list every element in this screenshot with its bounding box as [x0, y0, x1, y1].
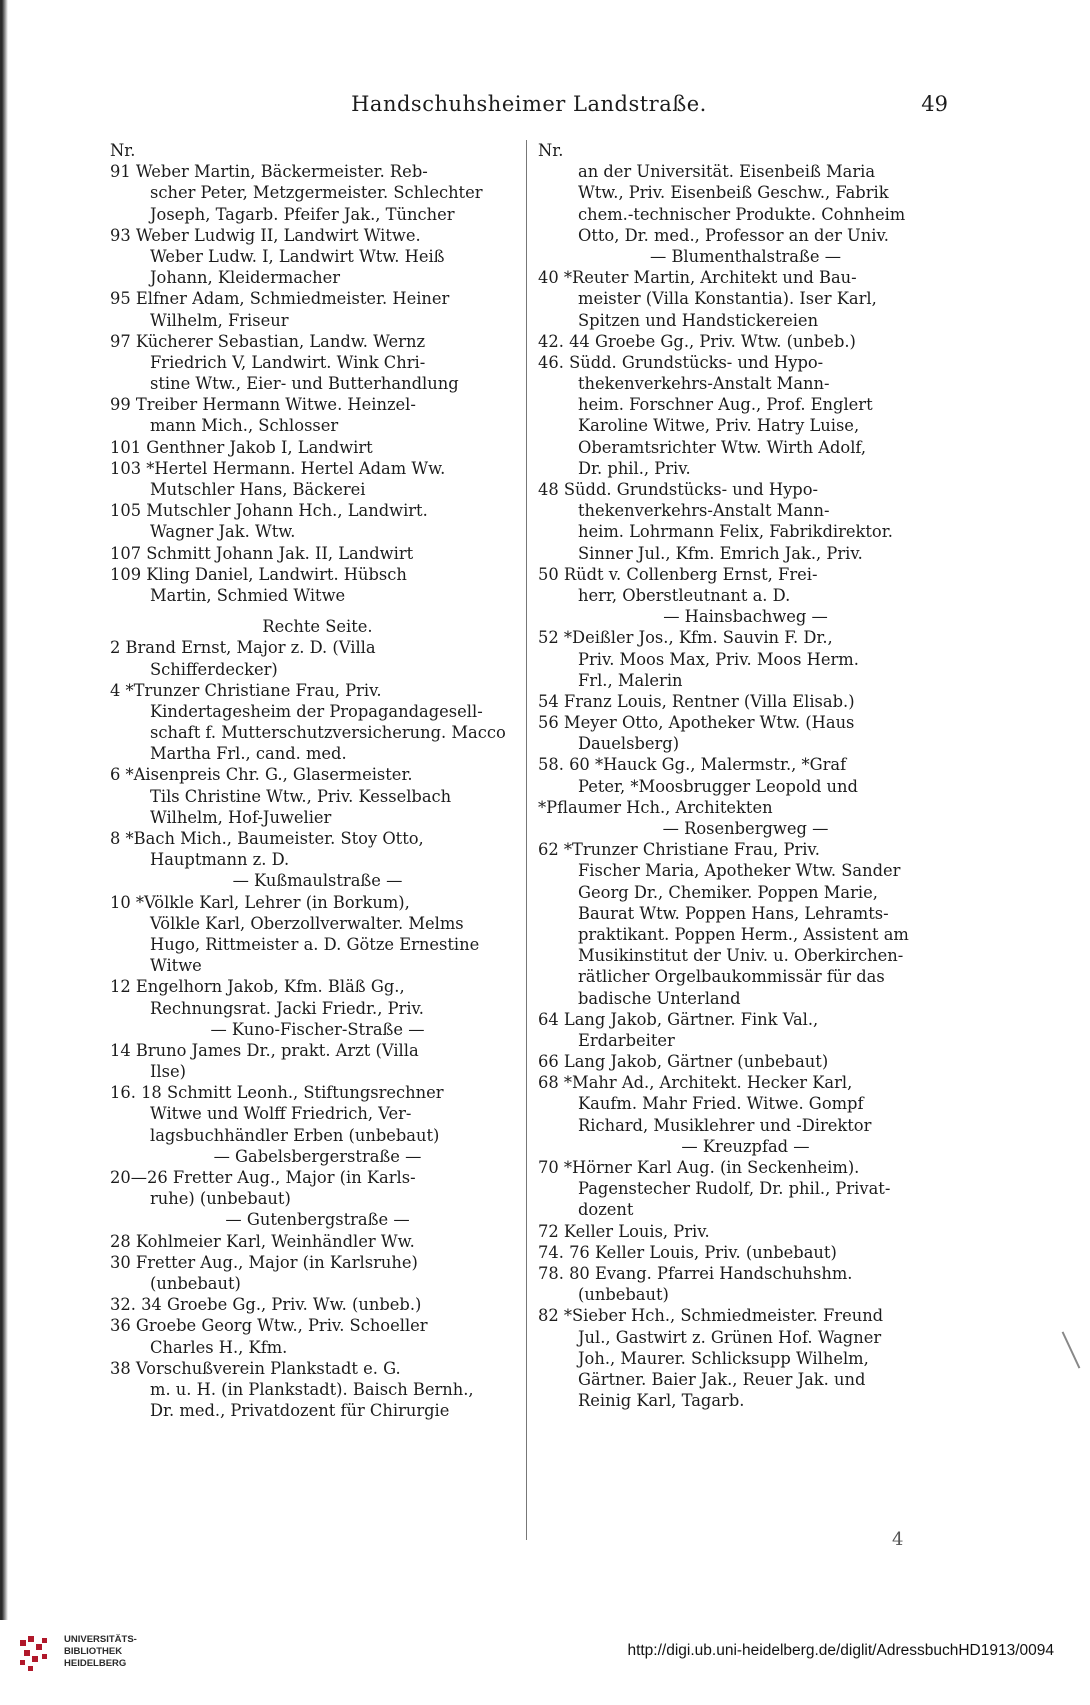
directory-line: Richard, Musiklehrer und -Direktor [578, 1115, 872, 1135]
directory-line: Reinig Karl, Tagarb. [578, 1391, 745, 1411]
section-heading: — Gabelsbergerstraße — [213, 1146, 422, 1166]
directory-line: 64 Lang Jakob, Gärtner. Fink Val., [538, 1009, 819, 1029]
directory-line: 101 Genthner Jakob I, Landwirt [110, 437, 373, 457]
section-heading: — Blumenthalstraße — [650, 246, 841, 266]
directory-line: 74. 76 Keller Louis, Priv. (unbebaut) [538, 1242, 837, 1262]
library-name-line: HEIDELBERG [64, 1658, 127, 1669]
directory-line: schaft f. Mutterschutzversicherung. Macco [150, 723, 506, 743]
page-number: 49 [921, 92, 948, 116]
directory-line: scher Peter, Metzgermeister. Schlechter [150, 183, 483, 203]
line-spacer [110, 606, 525, 616]
directory-line: (unbebaut) [150, 1273, 241, 1293]
directory-line: 82 *Sieber Hch., Schmiedmeister. Freund [538, 1306, 884, 1326]
directory-line: Jul., Gastwirt z. Grünen Hof. Wagner [578, 1327, 882, 1347]
directory-line: 97 Kücherer Sebastian, Landw. Wernz [110, 331, 426, 351]
directory-line: (unbebaut) [578, 1285, 669, 1305]
directory-line: 50 Rüdt v. Collenberg Ernst, Frei- [538, 564, 818, 584]
directory-line: Hauptmann z. D. [150, 850, 290, 870]
section-heading: — Kuno-Fischer-Straße — [210, 1019, 425, 1039]
directory-line: 4 *Trunzer Christiane Frau, Priv. [110, 680, 382, 700]
library-name-line: UNIVERSITÄTS- [64, 1634, 137, 1645]
directory-line: Priv. Moos Max, Priv. Moos Herm. [578, 649, 859, 669]
directory-line: Martha Frl., cand. med. [150, 744, 347, 764]
directory-line: rätlicher Orgelbaukommissär für das [578, 967, 885, 987]
directory-line: Baurat Wtw. Poppen Hans, Lehramts- [578, 903, 889, 923]
directory-line: 14 Bruno James Dr., prakt. Arzt (Villa [110, 1040, 419, 1060]
directory-line: 48 Südd. Grundstücks- und Hypo- [538, 480, 819, 499]
page-header [110, 92, 948, 122]
directory-line: Nr. [538, 141, 564, 160]
directory-line: 66 Lang Jakob, Gärtner (unbebaut) [538, 1052, 829, 1072]
directory-line: *Pflaumer Hch., Architekten [538, 797, 773, 817]
directory-line: lagsbuchhändler Erben (unbebaut) [150, 1125, 440, 1145]
directory-line: mann Mich., Schlosser [150, 416, 339, 436]
directory-line: Völkle Karl, Oberzollverwalter. Melms [150, 913, 464, 933]
directory-line: Hugo, Rittmeister a. D. Götze Ernestine [150, 934, 480, 954]
directory-line: 62 *Trunzer Christiane Frau, Priv. [538, 840, 820, 860]
directory-line: 95 Elfner Adam, Schmiedmeister. Heiner [110, 289, 450, 309]
library-logo-icon [18, 1634, 58, 1674]
directory-line: 109 Kling Daniel, Landwirt. Hübsch [110, 564, 407, 584]
directory-line: Pagenstecher Rudolf, Dr. phil., Privat- [578, 1179, 891, 1199]
directory-line: Nr. [110, 141, 136, 160]
directory-line: Kindertagesheim der Propagandagesell- [150, 701, 483, 721]
directory-line: ruhe) (unbebaut) [150, 1189, 291, 1209]
directory-line: 16. 18 Schmitt Leonh., Stiftungsrechner [110, 1083, 444, 1103]
directory-line: Dr. phil., Priv. [578, 458, 691, 478]
directory-line: meister (Villa Konstantia). Iser Karl, [578, 289, 877, 309]
right-column [538, 140, 953, 1411]
directory-line: Dauelsberg) [578, 734, 680, 754]
directory-line: Peter, *Moosbrugger Leopold und [578, 776, 858, 796]
directory-line: 42. 44 Groebe Gg., Priv. Wtw. (unbeb.) [538, 331, 856, 351]
directory-line: dozent [578, 1200, 634, 1220]
directory-line: 40 *Reuter Martin, Architekt und Bau- [538, 268, 857, 288]
directory-line: an der Universität. Eisenbeiß Maria [578, 162, 876, 182]
directory-line: Erdarbeiter [578, 1030, 675, 1050]
directory-line: Fischer Maria, Apotheker Wtw. Sander [578, 861, 901, 881]
directory-line: 38 Vorschußverein Plankstadt e. G. [110, 1358, 401, 1378]
directory-line: 2 Brand Ernst, Major z. D. (Villa [110, 638, 376, 658]
directory-line: 72 Keller Louis, Priv. [538, 1221, 710, 1241]
directory-line: Wilhelm, Hof-Juwelier [150, 807, 332, 827]
directory-line: Witwe [150, 956, 202, 976]
section-heading: — Kußmaulstraße — [232, 871, 403, 891]
directory-line: Sinner Jul., Kfm. Emrich Jak., Priv. [578, 543, 863, 563]
directory-line: chem.-technischer Produkte. Cohnheim [578, 204, 906, 224]
directory-line: Joseph, Tagarb. Pfeifer Jak., Tüncher [150, 204, 455, 224]
directory-line: 105 Mutschler Johann Hch., Landwirt. [110, 501, 428, 521]
directory-line: 56 Meyer Otto, Apotheker Wtw. (Haus [538, 713, 855, 733]
directory-line: Georg Dr., Chemiker. Poppen Marie, [578, 882, 878, 902]
directory-line: 12 Engelhorn Jakob, Kfm. Bläß Gg., [110, 977, 405, 997]
directory-line: 8 *Bach Mich., Baumeister. Stoy Otto, [110, 829, 424, 848]
directory-line: 36 Groebe Georg Wtw., Priv. Schoeller [110, 1316, 428, 1336]
scan-edge [0, 0, 8, 1620]
directory-line: 30 Fretter Aug., Major (in Karlsruhe) [110, 1252, 418, 1272]
street-title: Handschuhsheimer Landstraße. [351, 92, 707, 116]
section-heading: — Kreuzpfad — [681, 1136, 810, 1156]
directory-line: Tils Christine Wtw., Priv. Kesselbach [150, 786, 452, 806]
directory-line: Johann, Kleidermacher [150, 268, 341, 288]
directory-line: Dr. med., Privatdozent für Chirurgie [150, 1401, 450, 1421]
column-divider [526, 140, 527, 1540]
directory-line: 46. Südd. Grundstücks- und Hypo- [538, 352, 824, 372]
left-column [110, 140, 525, 1421]
directory-line: Ilse) [150, 1062, 186, 1082]
directory-line: m. u. H. (in Plankstadt). Baisch Bernh., [150, 1379, 474, 1399]
directory-line: Joh., Maurer. Schlicksupp Wilhelm, [578, 1348, 869, 1368]
directory-line: Mutschler Hans, Bäckerei [150, 480, 366, 499]
section-heading: Rechte Seite. [262, 617, 373, 637]
directory-line: Spitzen und Handstickereien [578, 310, 819, 330]
directory-line: 103 *Hertel Hermann. Hertel Adam Ww. [110, 458, 446, 478]
directory-line: thekenverkehrs-Anstalt Mann- [578, 374, 830, 394]
directory-line: Witwe und Wolff Friedrich, Ver- [150, 1104, 412, 1124]
directory-line: Rechnungsrat. Jacki Friedr., Priv. [150, 998, 424, 1018]
directory-line: 32. 34 Groebe Gg., Priv. Ww. (unbeb.) [110, 1295, 422, 1315]
directory-line: Otto, Dr. med., Professor an der Univ. [578, 225, 889, 245]
section-heading: — Hainsbachweg — [663, 607, 828, 627]
directory-line: heim. Lohrmann Felix, Fabrikdirektor. [578, 522, 893, 542]
directory-line: thekenverkehrs-Anstalt Mann- [578, 501, 830, 521]
directory-line: 28 Kohlmeier Karl, Weinhändler Ww. [110, 1231, 415, 1251]
directory-line: heim. Forschner Aug., Prof. Englert [578, 395, 873, 415]
directory-line: Karoline Witwe, Priv. Hatry Luise, [578, 416, 860, 436]
directory-line: 54 Franz Louis, Rentner (Villa Elisab.) [538, 691, 855, 711]
directory-line: 10 *Völkle Karl, Lehrer (in Borkum), [110, 892, 410, 912]
directory-line: Wagner Jak. Wtw. [150, 522, 296, 542]
directory-line: Frl., Malerin [578, 670, 683, 690]
library-name [64, 1634, 137, 1670]
library-logo [18, 1630, 178, 1680]
library-name-line: BIBLIOTHEK [64, 1646, 123, 1657]
directory-line: 99 Treiber Hermann Witwe. Heinzel- [110, 395, 416, 415]
directory-line: herr, Oberstleutnant a. D. [578, 585, 791, 605]
directory-line: Oberamtsrichter Wtw. Wirth Adolf, [578, 437, 867, 457]
directory-line: Gärtner. Baier Jak., Reuer Jak. und [578, 1369, 866, 1389]
directory-line: Charles H., Kfm. [150, 1337, 288, 1357]
directory-line: 20—26 Fretter Aug., Major (in Karls- [110, 1168, 416, 1187]
directory-line: stine Wtw., Eier- und Butterhandlung [150, 374, 459, 394]
directory-line: 6 *Aisenpreis Chr. G., Glasermeister. [110, 765, 413, 785]
directory-line: Kaufm. Mahr Fried. Witwe. Gompf [578, 1094, 864, 1114]
directory-line: Musikinstitut der Univ. u. Oberkirchen- [578, 946, 904, 966]
directory-line: Wilhelm, Friseur [150, 310, 289, 330]
directory-line: Schifferdecker) [150, 659, 278, 679]
source-url[interactable]: http://digi.ub.uni-heidelberg.de/diglit/AdressbuchHD1913/0094 [627, 1642, 1054, 1659]
directory-line: 93 Weber Ludwig II, Landwirt Witwe. [110, 225, 421, 245]
directory-line: Martin, Schmied Witwe [150, 585, 346, 605]
directory-line: badische Unterland [578, 988, 741, 1008]
directory-line: Weber Ludw. I, Landwirt Wtw. Heiß [150, 246, 445, 266]
directory-line: 107 Schmitt Johann Jak. II, Landwirt [110, 543, 414, 563]
directory-line: praktikant. Poppen Herm., Assistent am [578, 924, 909, 944]
section-heading: — Gutenbergstraße — [225, 1210, 410, 1230]
pencil-note: 4 [892, 1529, 904, 1550]
directory-line: 91 Weber Martin, Bäckermeister. Reb- [110, 162, 428, 182]
section-heading: — Rosenbergweg — [662, 819, 829, 838]
directory-line: 68 *Mahr Ad., Architekt. Hecker Karl, [538, 1073, 853, 1093]
directory-line: 58. 60 *Hauck Gg., Malermstr., *Graf [538, 755, 847, 775]
directory-line: Wtw., Priv. Eisenbeiß Geschw., Fabrik [578, 183, 889, 203]
directory-line: Friedrich V, Landwirt. Wink Chri- [150, 352, 426, 372]
directory-line: 70 *Hörner Karl Aug. (in Seckenheim). [538, 1158, 860, 1177]
scan-mark [1062, 1331, 1081, 1368]
directory-line: 52 *Deißler Jos., Kfm. Sauvin F. Dr., [538, 628, 833, 648]
directory-line: 78. 80 Evang. Pfarrei Handschuhshm. [538, 1263, 853, 1283]
